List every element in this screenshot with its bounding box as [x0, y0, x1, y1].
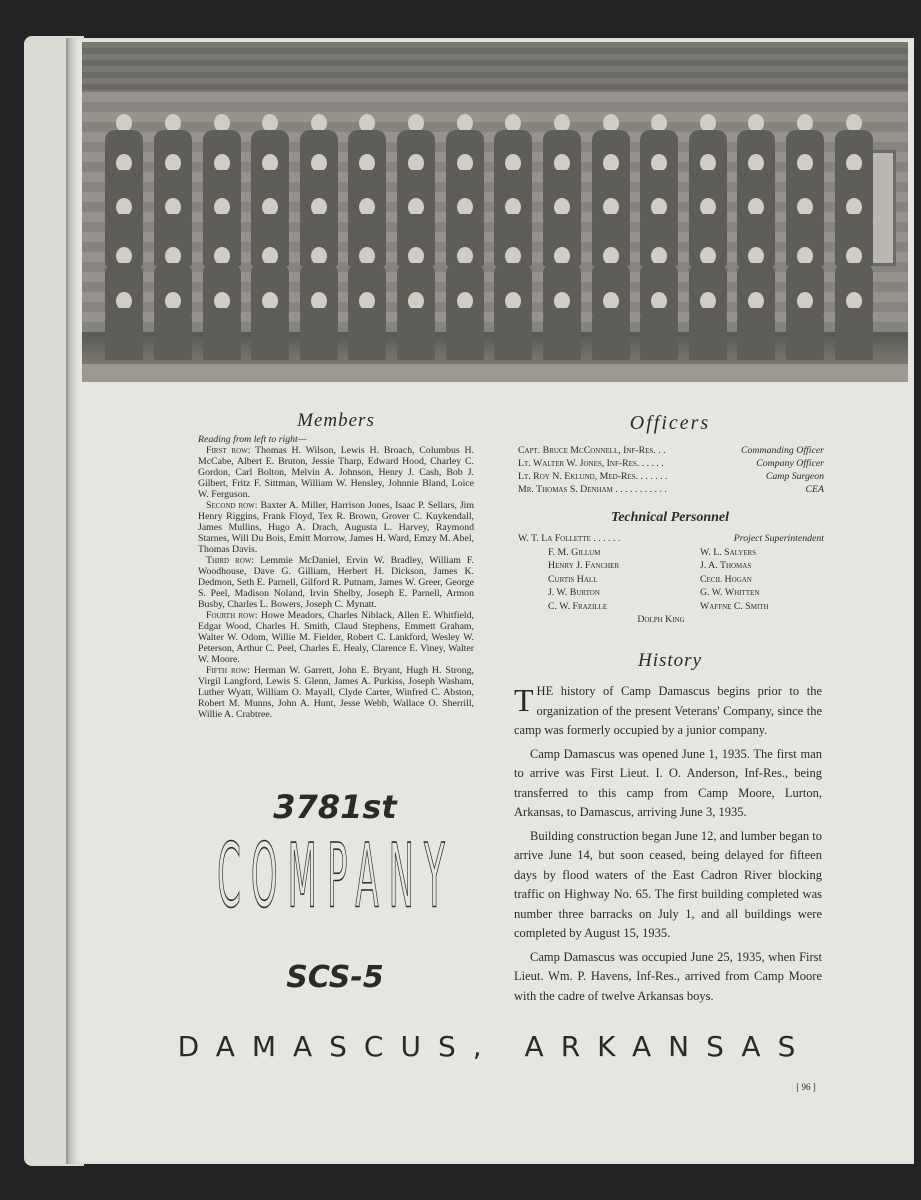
- staff-name: Curtis Hall: [548, 573, 598, 585]
- staff-name: Henry J. Fancher: [548, 560, 620, 571]
- fifth-row-names: Herman W. Garrett, John E. Bryant, Hugh H. Strong, Virgil Langford, Lewis S. Glenn, James A. Purkiss, Joseph Washam, Luther Wyatt, William O. Mayall, Clyde Carter, Winfred C. Abston, Robert M. Munns, John A. Hunt, Jesse Webb, Wallace O. Sherrill, Willie A. Crabtree.: [198, 665, 474, 720]
- company-word: COMPANY: [217, 826, 455, 930]
- officer-role: CEA: [805, 484, 824, 495]
- staff-name: F. M. Gillum: [548, 546, 601, 558]
- officer-role: Commanding Officer: [741, 445, 824, 456]
- officer-name: Lt. Walter W. Jones, Inf-Res.: [518, 458, 640, 469]
- history-paragraph: HE history of Camp Damascus begins prior to the organization of the present Veterans' Company, since the camp was formerly occupied by a junior company.: [514, 684, 822, 737]
- officer-entry: [518, 470, 824, 483]
- officers-list: [518, 444, 824, 496]
- third-row-label: Third row:: [206, 555, 255, 566]
- staff-name: Dolph King: [637, 614, 685, 625]
- staff-name: W. L. Salyers: [700, 546, 757, 558]
- members-list: [198, 434, 474, 720]
- staff-name: J. A. Thomas: [700, 560, 752, 571]
- leader-dots: . . . . . .: [640, 471, 668, 482]
- history-text: [514, 682, 822, 1010]
- leader-dots: . . . . . .: [593, 533, 621, 544]
- reading-direction: Reading from left to right—: [198, 434, 307, 445]
- leader-dots: . . . . . . . . . . .: [615, 484, 667, 495]
- staff-name: Cecil Hogan: [700, 573, 752, 585]
- staff-name: C. W. Frazille: [548, 600, 608, 612]
- staff-name: G. W. Whitten: [700, 587, 760, 598]
- officer-role: Company Officer: [756, 458, 824, 469]
- history-paragraph: Building construction began June 12, and lumber began to arrive June 14, but soon ceased, being delayed for fifteen days by flood waters of the East Cadron River blocking traffic on Highway No. 65. The first building completed was number three barracks on July 1, and all buildings were completed by August 15, 1935.: [514, 828, 822, 940]
- fourth-row-label: Fourth row:: [206, 610, 258, 621]
- company-code: SCS-5: [286, 960, 384, 995]
- technical-heading: Technical Personnel: [610, 510, 730, 525]
- fourth-row-names: Howe Meadors, Charles Niblack, Allen E. Whitfield, Edgar Wood, Charles H. Smith, Claud Stephens, Emmett Graham, Walter W. Odom, Willie M. Fielder, Robert C. Lankford, Wesley W. Peterson, Arthur C. Peel, Charles E. Healy, Clarence E. Viney, Walter W. Moore.: [198, 610, 474, 665]
- officer-entry: [518, 457, 824, 470]
- history-paragraph: Camp Damascus was occupied June 25, 1935, when First Lieut. Wm. P. Havens, Inf-Res., arrived from Camp Moore with the cadre of twelve Arkansas boys.: [514, 949, 822, 1003]
- officers-heading: Officers: [629, 412, 711, 434]
- leader-dots: . . . . .: [641, 458, 664, 469]
- fifth-row-label: Fifth row:: [206, 665, 251, 676]
- members-heading: Members: [297, 410, 375, 431]
- officer-role: Camp Surgeon: [765, 471, 824, 482]
- lead-name: W. T. La Follette: [518, 533, 591, 544]
- staff-name: J. W. Burton: [548, 587, 600, 598]
- location-title: DAMASCUS, ARKANSAS: [177, 1030, 813, 1063]
- company-number: 3781st: [273, 788, 397, 826]
- drop-cap: T: [514, 682, 534, 718]
- third-row-names: Lemmie McDaniel, Ervin W. Bradley, William F. Woodhouse, Dave G. Gilliam, Herbert H. Dickson, James K. Dedmon, Seth E. Parnell, Gilford R. Putnam, James W. Greer, George S. Peel, Madison Noland, Irvin Shelby, Joseph E. Parnell, Armon Busby, Charles L. Bowers, Joseph C. Mynatt.: [198, 555, 474, 610]
- officer-entry: [518, 444, 824, 457]
- second-row-names: Baxter A. Miller, Harrison Jones, Isaac P. Sellars, Jim Henry Riggins, Frank Floyd, Tex R. Brown, Grover C. Kuykendall, James Mullins, Hugo A. Drach, Augusta L. Harvey, Raymond Starnes, Will Du Bois, Emitt Morrow, James H. Ward, Emzy M. Abel, Thomas Davis.: [198, 500, 475, 555]
- first-row-names: Thomas H. Wilson, Lewis H. Broach, Columbus H. McCabe, Albert E. Bruton, Jessie Tharp, Edward Hood, Charley C. Gordon, Carl Bolton, Melvin A. Johnson, Henry J. Cash, Bob J. Gilbert, Fritz F. Sittman, William W. Hensley, Johnnie Bland, Loice W. Ferguson.: [198, 445, 474, 500]
- officer-name: Lt. Roy N. Eklund, Med-Res.: [518, 471, 639, 482]
- history-heading: History: [638, 650, 702, 671]
- technical-personnel: [518, 532, 824, 627]
- page-number: [ 96 ]: [796, 1082, 816, 1092]
- lead-role: Project Superintendent: [733, 533, 824, 544]
- first-row-label: First row:: [206, 445, 251, 456]
- officer-entry: [518, 483, 824, 496]
- staff-name: Waffne C. Smith: [700, 600, 769, 612]
- officer-name: Mr. Thomas S. Denham: [518, 484, 613, 495]
- company-group-photo: [82, 42, 908, 382]
- leader-dots: . .: [658, 445, 666, 456]
- second-row-label: Second row:: [206, 500, 258, 511]
- officer-name: Capt. Bruce McConnell, Inf-Res.: [518, 445, 656, 456]
- history-paragraph: Camp Damascus was opened June 1, 1935. The first man to arrive was First Lieut. I. O. Anderson, Inf-Res., being transferred to this camp from Camp Moore, Lurton, Arkansas, to Damascus, arriving June 3, 1935.: [514, 746, 822, 819]
